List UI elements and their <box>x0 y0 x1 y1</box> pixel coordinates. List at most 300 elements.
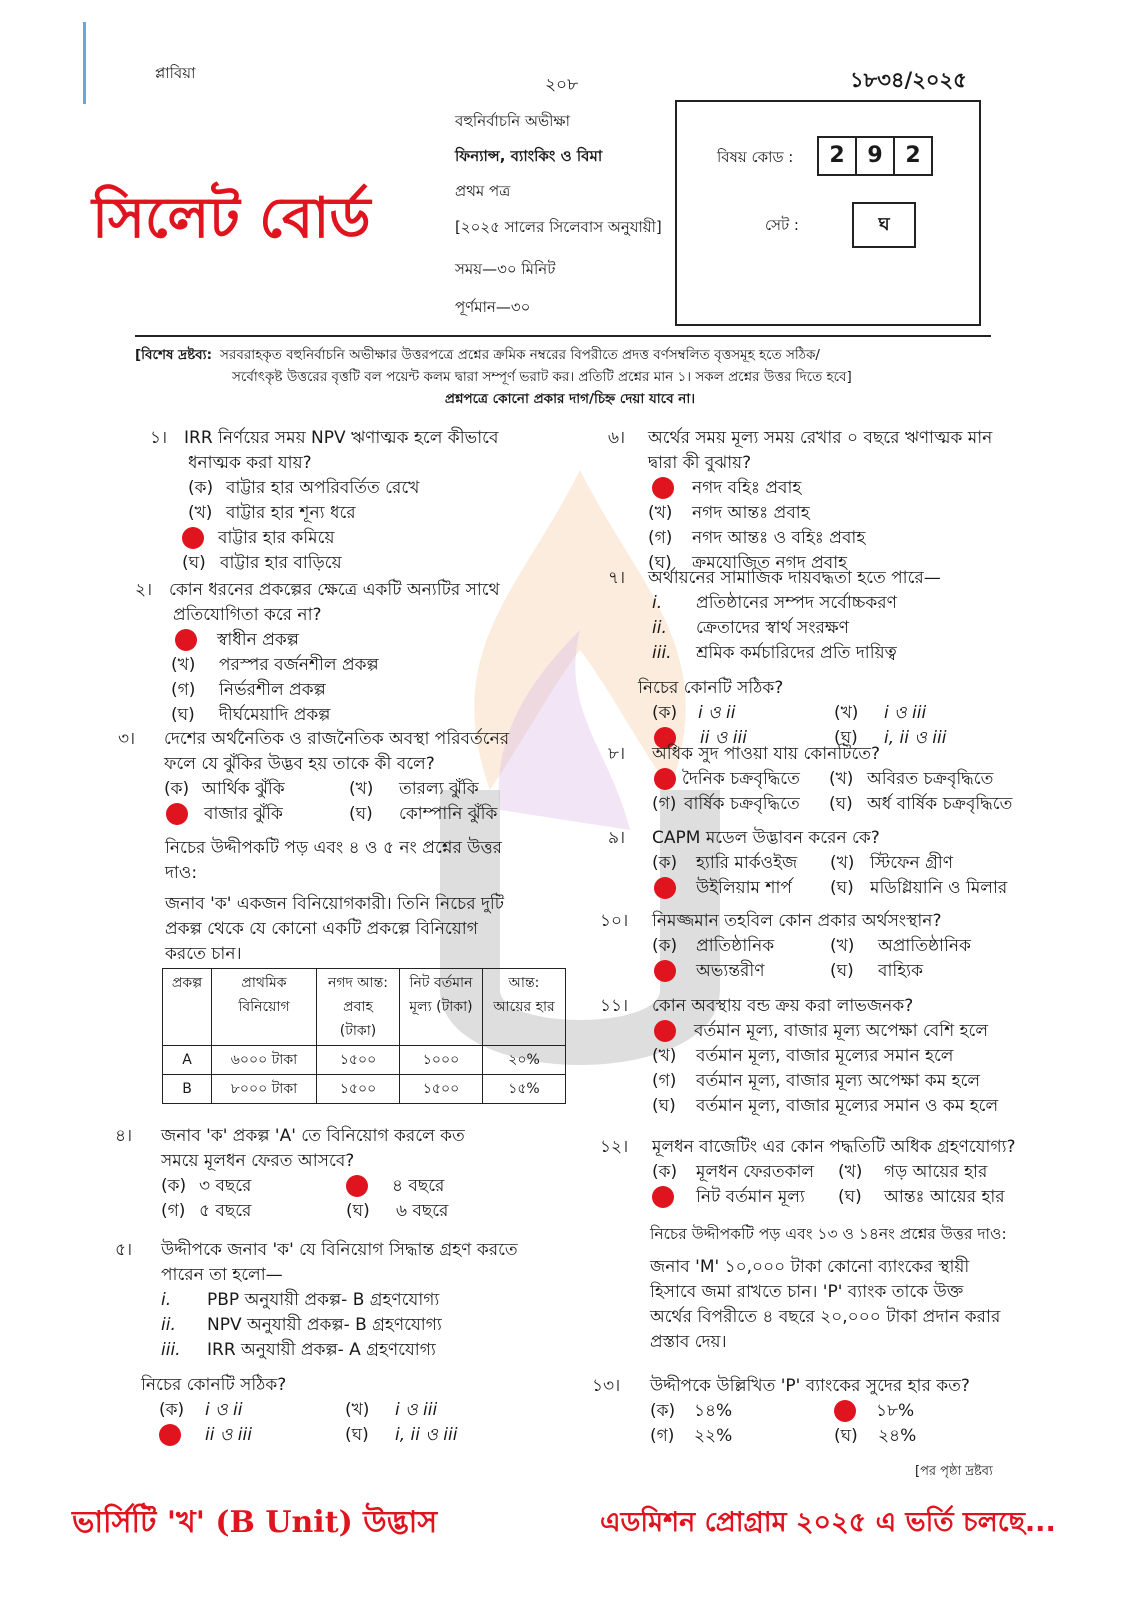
option-d[interactable] <box>135 703 545 728</box>
subject-code-digit: 9 <box>857 136 895 176</box>
question-7-line-1 <box>608 566 1028 591</box>
option-b[interactable] <box>349 779 479 799</box>
option-d[interactable] <box>346 1201 448 1221</box>
question-13-options-row-2 <box>592 1424 1030 1449</box>
question-1 <box>150 426 550 576</box>
option-text: i ও ii <box>205 1400 243 1420</box>
question-5-ask: নিচের কোনটি সঠিক? <box>141 1375 287 1395</box>
option-b-selected[interactable] <box>346 1176 444 1196</box>
option-c-selected[interactable] <box>150 526 550 551</box>
filled-answer-bubble-icon <box>182 527 204 549</box>
question-1-text-1: IRR নির্ণয়ের সময় NPV ঋণাত্মক হলে কীভাবে <box>184 428 499 448</box>
stimulus-2 <box>650 1222 1030 1355</box>
option-text: আর্থিক ঝুঁকি <box>202 779 285 799</box>
option-c-selected[interactable] <box>159 1423 345 1448</box>
question-10-number: ১০। <box>600 911 629 931</box>
instructions-text-1: সরবরাহকৃত বহুনির্বাচনি অভীক্ষার উত্তরপত্রে প্রশ্নের ক্রমিক নম্বরের বিপরীতে প্রদত্ত বর্ণসম্বলিত বৃত্তসমূহ হতে সঠিক/ <box>220 347 820 363</box>
option-text: তারল্য ঝুঁকি <box>399 779 479 799</box>
option-text: বাট্টার হার বাড়িয়ে <box>220 553 342 573</box>
statement-number: i. <box>652 593 663 613</box>
option-b[interactable] <box>830 853 953 873</box>
option-text: প্রাতিষ্ঠানিক <box>696 936 775 956</box>
option-text: কোম্পানি ঝুঁকি <box>399 804 498 824</box>
table-header: প্রাথমিক বিনিয়োগ <box>212 969 317 1046</box>
statement-iii <box>115 1338 555 1363</box>
option-text: বাহ্যিক <box>878 961 924 981</box>
question-10-options-row-2 <box>600 959 1030 984</box>
statement-i <box>608 591 1028 616</box>
question-12-options-row-1 <box>600 1160 1030 1185</box>
question-11-number: ১১। <box>600 996 629 1016</box>
option-label: (খ) <box>349 779 374 799</box>
question-12-text-1: মূলধন বাজেটিং এর কোন পদ্ধতিটি অধিক গ্রহণযোগ্য? <box>652 1137 1016 1157</box>
table-cell: ১৫% <box>483 1075 566 1104</box>
statement-text: শ্রমিক কর্মচারিদের প্রতি দায়িত্ব <box>696 643 897 663</box>
question-8-text-1: অধিক সুদ পাওয়া যায় কোনটিতে? <box>652 744 881 764</box>
option-text: স্বাধীন প্রকল্প <box>217 630 299 650</box>
table-cell: ৬০০০ টাকা <box>212 1046 317 1075</box>
table-cell: ৮০০০ টাকা <box>212 1075 317 1104</box>
instructions-label: [বিশেষ দ্রষ্টব্য: <box>135 347 212 363</box>
question-9-text-1: CAPM মডেল উদ্ভাবন করেন কে? <box>652 828 880 848</box>
header-tag: প্লাবিয়া <box>155 64 196 82</box>
instructions <box>135 344 1005 410</box>
option-label: (ঘ) <box>830 878 854 898</box>
option-a[interactable] <box>652 934 830 959</box>
full-marks: পূর্ণমান—৩০ <box>455 298 531 316</box>
option-c[interactable] <box>650 1424 834 1449</box>
option-label: (খ) <box>188 503 213 523</box>
page-number: ২০৮ <box>545 75 579 95</box>
option-text: বার্ষিক চক্রবৃদ্ধিতে <box>684 794 800 814</box>
question-7-text-1: অর্থায়নের সামাজিক দায়বদ্ধতা হতে পারে— <box>648 568 941 588</box>
option-d[interactable] <box>829 794 1012 814</box>
option-a[interactable] <box>652 701 834 726</box>
paper-name: প্রথম পত্র <box>455 182 511 200</box>
question-5-line-2: পারেন তা হলো— <box>161 1265 283 1285</box>
option-text: পরস্পর বর্জনশীল প্রকল্প <box>219 655 379 675</box>
option-label: (ঘ) <box>182 553 206 573</box>
option-a[interactable] <box>161 1174 346 1199</box>
option-d[interactable] <box>834 1426 916 1446</box>
question-7-ask: নিচের কোনটি সঠিক? <box>638 678 784 698</box>
option-c-selected[interactable] <box>652 1185 838 1210</box>
question-2 <box>135 578 545 728</box>
question-4-line-1 <box>115 1124 555 1149</box>
question-12-line-1 <box>600 1135 1030 1160</box>
option-text: গড় আয়ের হার <box>884 1162 988 1182</box>
option-text: অপ্রাতিষ্ঠানিক <box>878 936 971 956</box>
continue-note: [পর পৃষ্ঠা দ্রষ্টব্য <box>915 1464 993 1479</box>
option-label: (ঘ) <box>346 1201 370 1221</box>
question-3 <box>118 727 558 827</box>
subject-code-digits <box>817 136 933 176</box>
table-row <box>163 1075 566 1104</box>
question-3-line-1 <box>118 727 558 752</box>
option-label: (খ) <box>829 769 854 789</box>
option-label: (খ) <box>830 853 855 873</box>
question-2-text-1: কোন ধরনের প্রকল্পের ক্ষেত্রে একটি অন্যটির সাথে <box>169 580 500 600</box>
table-cell: ১৫০০ <box>317 1075 400 1104</box>
option-text: মডিগ্লিয়ানি ও মিলার <box>870 878 1008 898</box>
option-a-selected[interactable] <box>608 476 1028 501</box>
question-4 <box>115 1124 555 1224</box>
option-text: দীর্ঘমেয়াদি প্রকল্প <box>219 705 331 725</box>
option-text: বাট্টার হার কমিয়ে <box>218 528 335 548</box>
table-header: প্রকল্প <box>163 969 212 1046</box>
option-d[interactable] <box>830 878 1007 898</box>
statement-text: PBP অনুযায়ী প্রকল্প- B গ্রহণযোগ্য <box>207 1290 440 1310</box>
question-3-text-1: দেশের অর্থনৈতিক ও রাজনৈতিক অবস্থা পরিবর্তনের <box>164 729 510 749</box>
table-cell: ১০০০ <box>400 1046 483 1075</box>
option-label: (খ) <box>652 1046 677 1066</box>
table-row <box>163 1046 566 1075</box>
option-text: ৪ বছরে <box>392 1176 445 1196</box>
subject-name: ফিন্যান্স, ব্যাংকিং ও বিমা <box>455 147 603 165</box>
question-5-options-row-2 <box>115 1423 555 1448</box>
statement-ii <box>115 1313 555 1338</box>
stimulus-2-line-3: হিসাবে জমা রাখতে চান। 'P' ব্যাংক তাকে উক্ত <box>650 1282 964 1302</box>
option-c[interactable] <box>135 678 545 703</box>
filled-answer-bubble-icon <box>654 960 676 982</box>
option-a-selected[interactable] <box>600 1019 1030 1044</box>
question-8-options-row-2 <box>608 792 1028 817</box>
question-6 <box>608 426 1028 576</box>
question-8-line-1 <box>608 742 1028 767</box>
footer-left-promo: ভার্সিটি 'খ' (B Unit) উদ্ভাস <box>72 1505 438 1540</box>
option-d[interactable] <box>345 1425 457 1445</box>
option-text: বাজার ঝুঁকি <box>204 804 283 824</box>
question-2-number: ২। <box>135 580 153 600</box>
instructions-line-2: সর্বোৎকৃষ্ট উত্তরের বৃত্তটি বল পয়েন্ট কলম দ্বারা সম্পূর্ণ ভরাট কর। প্রতিটি প্রশ্নের মান ১। সকল প্রশ্নের উত্তর দিতে হবে] <box>232 369 852 385</box>
option-text: ৩ বছরে <box>199 1176 252 1196</box>
statement-text: ক্রেতাদের স্বার্থ সংরক্ষণ <box>696 618 849 638</box>
question-12-number: ১২। <box>600 1137 629 1157</box>
board-title: সিলেট বোর্ড <box>92 186 371 251</box>
option-text: ৬ বছরে <box>396 1201 449 1221</box>
question-5-line-1 <box>115 1238 555 1263</box>
option-text: ১৮% <box>876 1401 915 1421</box>
option-text: বাট্টার হার শূন্য ধরে <box>226 503 356 523</box>
option-b[interactable] <box>838 1162 987 1182</box>
option-c[interactable] <box>652 792 829 817</box>
stimulus-2-line-5: প্রস্তাব দেয়। <box>650 1332 727 1352</box>
question-13-line-1 <box>592 1374 1030 1399</box>
question-1-line-2: ধনাত্মক করা যায়? <box>188 453 312 473</box>
option-b[interactable] <box>608 501 1028 526</box>
option-label: (ঘ) <box>838 1187 862 1207</box>
option-label: (খ) <box>830 936 855 956</box>
table-cell: ২০% <box>483 1046 566 1075</box>
option-label: (ক) <box>161 1176 187 1196</box>
option-b[interactable] <box>135 653 545 678</box>
option-label: (খ) <box>171 655 196 675</box>
filled-answer-bubble-icon <box>654 1020 676 1042</box>
option-c[interactable] <box>600 1069 1030 1094</box>
footer-right-promo: এডমিশন প্রোগ্রাম ২০২৫ এ ভর্তি চলছে... <box>600 1507 1056 1538</box>
question-11-line-1 <box>600 994 1030 1019</box>
option-text: দৈনিক চক্রবৃদ্ধিতে <box>682 769 800 789</box>
question-3-options-row-1 <box>118 777 558 802</box>
question-7 <box>608 566 1028 751</box>
instructions-line-3: প্রশ্নপত্রে কোনো প্রকার দাগ/চিহ্ন দেয়া যাবে না। <box>444 391 696 407</box>
option-text: ১৪% <box>694 1401 733 1421</box>
option-label: (গ) <box>648 528 673 548</box>
option-text: নগদ বহিঃ প্রবাহ <box>692 478 802 498</box>
option-b[interactable] <box>829 769 993 789</box>
option-text: i, ii ও iii <box>884 728 947 748</box>
option-c-selected[interactable] <box>654 959 830 984</box>
filled-answer-bubble-icon <box>175 629 197 651</box>
option-label: (গ) <box>171 680 196 700</box>
question-9-line-1 <box>608 826 1028 851</box>
question-11 <box>600 994 1030 1119</box>
option-a[interactable] <box>652 851 830 876</box>
statement-ii <box>608 616 1028 641</box>
option-text: বাট্টার হার অপরিবর্তিত রেখে <box>226 478 420 498</box>
filled-answer-bubble-icon <box>834 1400 856 1422</box>
set-value: ঘ <box>852 202 916 248</box>
time-limit: সময়—৩০ মিনিট <box>455 260 556 278</box>
filled-answer-bubble-icon <box>159 1424 181 1446</box>
option-d[interactable] <box>838 1187 1005 1207</box>
option-text: বর্তমান মূল্য, বাজার মূল্য অপেক্ষা বেশি হলে <box>694 1021 989 1041</box>
statement-number: iii. <box>652 643 672 663</box>
set-label: সেট : <box>765 216 799 234</box>
subject-code-digit: 2 <box>895 136 933 176</box>
question-8 <box>608 742 1028 817</box>
option-text: অর্ধ বার্ষিক চক্রবৃদ্ধিতে <box>867 794 1013 814</box>
option-label: (গ) <box>652 1071 677 1091</box>
option-label: (ঘ) <box>652 1096 676 1116</box>
stimulus-2-line-1: নিচের উদ্দীপকটি পড় এবং ১৩ ও ১৪নং প্রশ্নের উত্তর দাও: <box>650 1225 1007 1243</box>
question-3-options-row-2 <box>118 802 558 827</box>
syllabus-note: [২০২৫ সালের সিলেবাস অনুযায়ী] <box>455 218 662 236</box>
option-c-selected[interactable] <box>166 802 349 827</box>
option-b[interactable] <box>834 703 926 723</box>
question-3-line-2: ফলে যে ঝুঁকির উদ্ভব হয় তাকে কী বলে? <box>164 754 435 774</box>
statement-number: i. <box>161 1290 172 1310</box>
question-11-text-1: কোন অবস্থায় বন্ড ক্রয় করা লাভজনক? <box>652 996 914 1016</box>
option-label: (খ) <box>345 1400 370 1420</box>
option-text: i ও iii <box>395 1400 438 1420</box>
option-a-selected[interactable] <box>654 767 829 792</box>
option-label: (গ) <box>161 1201 186 1221</box>
option-d[interactable] <box>349 804 497 824</box>
option-label: (ঘ) <box>829 794 853 814</box>
question-2-line-2: প্রতিযোগিতা করে না? <box>173 605 322 625</box>
option-text: বর্তমান মূল্য, বাজার মূল্যের সমান হলে <box>696 1046 954 1066</box>
option-text: ক্রমযোজিত নগদ প্রবাহ <box>692 553 848 573</box>
question-1-number: ১। <box>150 428 168 448</box>
option-text: ২২% <box>694 1426 733 1446</box>
question-7-number: ৭। <box>608 568 626 588</box>
question-5-text-1: উদ্দীপকে জনাব 'ক' যে বিনিয়োগ সিদ্ধান্ত গ্রহণ করতে <box>161 1240 518 1260</box>
statement-text: প্রতিষ্ঠানের সম্পদ সর্বোচ্চকরণ <box>696 593 897 613</box>
question-9-number: ৯। <box>608 828 626 848</box>
option-c[interactable] <box>608 526 1028 551</box>
question-13-number: ১৩। <box>592 1376 621 1396</box>
option-a[interactable] <box>150 476 550 501</box>
stimulus-1-line-1: নিচের উদ্দীপকটি পড় এবং ৪ ও ৫ নং প্রশ্নের উত্তর <box>165 838 502 858</box>
table-cell: ১৫০০ <box>317 1046 400 1075</box>
question-8-options-row-1 <box>608 767 1028 792</box>
question-7-options-row-1 <box>608 701 1028 726</box>
code-year: ১৮৩৪/২০২৫ <box>850 68 967 92</box>
option-label: (ঘ) <box>830 961 854 981</box>
option-label: (ক) <box>188 478 214 498</box>
question-9 <box>608 826 1028 901</box>
stimulus-1-line-4: প্রকল্প থেকে যে কোনো একটি প্রকল্পে বিনিয়োগ <box>165 919 478 939</box>
filled-answer-bubble-icon <box>654 877 676 899</box>
option-d[interactable] <box>600 1094 1030 1119</box>
question-9-options-row-1 <box>608 851 1028 876</box>
question-4-number: ৪। <box>115 1126 133 1146</box>
option-label: (ঘ) <box>345 1425 369 1445</box>
question-6-text-1: অর্থের সময় মূল্য সময় রেখার ০ বছরে ঋণাত্মক মান <box>648 428 993 448</box>
project-table-wrap <box>162 968 566 1104</box>
subject-code-label: বিষয় কোড : <box>717 148 794 166</box>
option-b-selected[interactable] <box>834 1401 914 1421</box>
code-set-box <box>675 100 981 326</box>
option-text: মূলধন ফেরতকাল <box>696 1162 815 1182</box>
option-label: (ক) <box>652 703 678 723</box>
option-text: আন্তঃ আয়ের হার <box>884 1187 1005 1207</box>
filled-answer-bubble-icon <box>652 477 674 499</box>
option-a[interactable] <box>652 1160 838 1185</box>
question-5 <box>115 1238 555 1448</box>
option-label: (ক) <box>652 936 678 956</box>
option-label: (খ) <box>838 1162 863 1182</box>
option-label: (ঘ) <box>834 728 858 748</box>
option-label: (খ) <box>834 703 859 723</box>
option-label: (খ) <box>648 503 673 523</box>
question-2-line-1 <box>135 578 545 603</box>
option-text: ৫ বছরে <box>199 1201 252 1221</box>
question-4-options-row-1 <box>115 1174 555 1199</box>
stimulus-1 <box>165 836 540 967</box>
option-label: (গ) <box>650 1426 675 1446</box>
exam-type: বহুনির্বাচনি অভীক্ষা <box>455 112 570 130</box>
option-label: (ক) <box>652 853 678 873</box>
option-label: (ঘ) <box>349 804 373 824</box>
question-10-text-1: নিমজ্জমান তহবিল কোন প্রকার অর্থসংস্থান? <box>652 911 942 931</box>
option-b[interactable] <box>345 1400 437 1420</box>
option-label: (ঘ) <box>834 1426 858 1446</box>
option-d[interactable] <box>830 961 923 981</box>
option-text: i ও ii <box>698 703 736 723</box>
question-6-line-1 <box>608 426 1028 451</box>
statement-number: ii. <box>652 618 667 638</box>
question-3-number: ৩। <box>118 729 136 749</box>
question-5-options-row-1 <box>115 1398 555 1423</box>
question-1-line-1 <box>150 426 550 451</box>
option-a[interactable] <box>159 1398 345 1423</box>
option-text: অবিরত চক্রবৃদ্ধিতে <box>867 769 994 789</box>
stimulus-1-line-3: জনাব 'ক' একজন বিনিয়োগকারী। তিনি নিচের দুটি <box>165 894 505 914</box>
option-text: বর্তমান মূল্য, বাজার মূল্য অপেক্ষা কম হলে <box>696 1071 981 1091</box>
stimulus-1-line-2: দাও: <box>165 863 198 883</box>
option-d[interactable] <box>150 551 550 576</box>
statement-text: IRR অনুযায়ী প্রকল্প- A গ্রহণযোগ্য <box>207 1340 436 1360</box>
header-divider <box>135 335 991 337</box>
option-label: (গ) <box>652 794 677 814</box>
question-9-options-row-2 <box>608 876 1028 901</box>
question-10-line-1 <box>600 909 1030 934</box>
filled-answer-bubble-icon <box>654 768 676 790</box>
option-text: i, ii ও iii <box>395 1425 458 1445</box>
table-header: আন্ত: আয়ের হার <box>483 969 566 1046</box>
option-text: নিট বর্তমান মূল্য <box>696 1187 805 1207</box>
question-6-line-2: দ্বারা কী বুঝায়? <box>648 453 752 473</box>
table-header: নিট বর্তমান মূল্য (টাকা) <box>400 969 483 1046</box>
option-text: স্টিফেন গ্রীণ <box>870 853 953 873</box>
option-b[interactable] <box>600 1044 1030 1069</box>
question-6-number: ৬। <box>608 428 626 448</box>
question-4-text-1: জনাব 'ক' প্রকল্প 'A' তে বিনিয়োগ করলে কত <box>161 1126 465 1146</box>
option-text: নগদ আন্তঃ ও বহিঃ প্রবাহ <box>692 528 866 548</box>
option-a[interactable] <box>650 1399 834 1424</box>
statement-text: NPV অনুযায়ী প্রকল্প- B গ্রহণযোগ্য <box>207 1315 442 1335</box>
option-text: উইলিয়াম শার্প <box>696 878 792 898</box>
question-13 <box>592 1374 1030 1449</box>
statement-iii <box>608 641 1028 666</box>
option-label: (ক) <box>159 1400 185 1420</box>
filled-answer-bubble-icon <box>346 1175 368 1197</box>
statement-number: iii. <box>161 1340 181 1360</box>
question-8-number: ৮। <box>608 744 626 764</box>
option-label: (ঘ) <box>171 705 195 725</box>
option-label: (ক) <box>652 1162 678 1182</box>
option-text: হ্যারি মার্কওইজ <box>696 853 798 873</box>
instructions-line-1 <box>135 344 1005 366</box>
option-a-selected[interactable] <box>135 628 545 653</box>
question-5-number: ৫। <box>115 1240 133 1260</box>
option-text: বর্তমান মূল্য, বাজার মূল্যের সমান ও কম হলে <box>696 1096 999 1116</box>
question-12 <box>600 1135 1030 1210</box>
question-4-line-2: সময়ে মূলধন ফেরত আসবে? <box>161 1151 355 1171</box>
option-a[interactable] <box>164 777 349 802</box>
option-b[interactable] <box>830 936 971 956</box>
option-text: নগদ আন্তঃ প্রবাহ <box>692 503 810 523</box>
question-10-options-row-1 <box>600 934 1030 959</box>
left-margin-line <box>83 22 86 104</box>
option-text: ii ও iii <box>205 1425 252 1445</box>
option-text: অভ্যন্তরীণ <box>696 961 765 981</box>
stimulus-2-line-2: জনাব 'M' ১০,০০০ টাকা কোনো ব্যাংকের স্থায়ী <box>650 1257 970 1277</box>
option-c-selected[interactable] <box>654 876 830 901</box>
statement-number: ii. <box>161 1315 176 1335</box>
question-4-options-row-2 <box>115 1199 555 1224</box>
option-label: (ক) <box>650 1401 676 1421</box>
stimulus-2-line-4: অর্থের বিপরীতে ৪ বছরে ২০,০০০ টাকা প্রদান করার <box>650 1307 1001 1327</box>
question-13-text-1: উদ্দীপকে উল্লিখিত 'P' ব্যাংকের সুদের হার কত? <box>650 1376 970 1396</box>
subject-code-digit: 2 <box>817 136 857 176</box>
question-13-options-row-1 <box>592 1399 1030 1424</box>
question-10 <box>600 909 1030 984</box>
project-table <box>162 968 566 1104</box>
option-b[interactable] <box>150 501 550 526</box>
question-12-options-row-2 <box>600 1185 1030 1210</box>
table-header: নগদ আন্ত: প্রবাহ (টাকা) <box>317 969 400 1046</box>
option-c[interactable] <box>161 1199 346 1224</box>
table-cell: B <box>163 1075 212 1104</box>
table-header-row <box>163 969 566 1046</box>
table-cell: A <box>163 1046 212 1075</box>
option-label: (ঘ) <box>648 553 672 573</box>
table-cell: ১৫০০ <box>400 1075 483 1104</box>
option-label: (ক) <box>164 779 190 799</box>
